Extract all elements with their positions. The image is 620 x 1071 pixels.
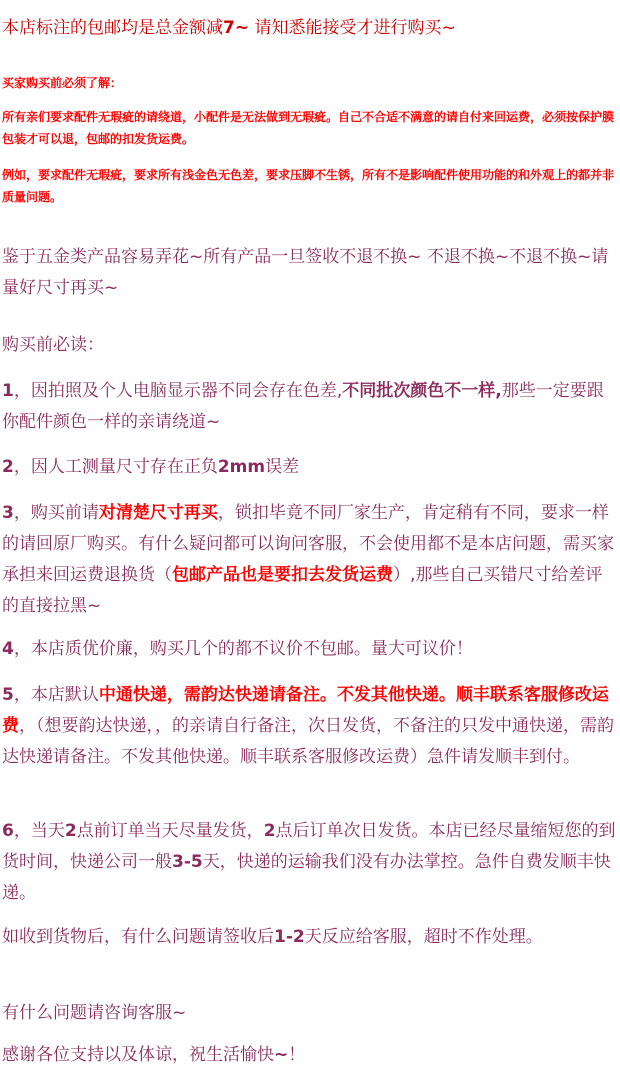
shipping-title (0, 14, 620, 42)
item-text: ，（想要韵达快递，，的亲请自行备注，次日发货，不备注的只发中通快递，需韵达快递请备注。不发其他快递。顺丰联系客服修改运费）急件请发顺丰到付。 (2, 716, 614, 767)
item-text: ，本店默认 (13, 685, 99, 705)
item-text: ，本店质优价廉，购买几个的都不议价不包邮。量大可议价！ (13, 639, 473, 659)
notice-requirements: 所有亲们要求配件无瑕疵的请绕道，小配件是无法做到无瑕疵。自己不合适不满意的请自付来回运费，必须按保护膜包装才可以退，包邮的扣发货运费。 (2, 110, 615, 146)
item-text: 天，快递的运输我们没有办法掌控。急件自费发顺丰快递。 (2, 852, 611, 903)
thanks-text: ！ (288, 1045, 306, 1065)
item-text-highlight: 包邮产品也是要扣去发货运费 (172, 565, 393, 585)
title-part-a: 本店标注的包邮均是总金额减 (2, 18, 223, 38)
non-return-policy (0, 242, 620, 304)
thanks-text: 感谢各位支持以及体谅，祝生活愉快 (2, 1045, 274, 1065)
item-text: 误差 (265, 457, 300, 477)
item-text: 点前订单当天尽量发货， (76, 821, 264, 841)
item-text: ，锁扣毕竟不同厂家生产，肯定稍有不同，要求一样的请回原厂购买。有什么疑问都可以询问客服，不会使用都不是本店问题，需买家承担来回运费退换货（ (2, 503, 614, 585)
item-text-emphasis: 2mm (217, 457, 266, 477)
item-number: 2 (2, 457, 14, 477)
feedback-policy (0, 922, 620, 953)
item-text-emphasis: 不同批次颜色不一样, (342, 381, 502, 401)
item-number: 1 (2, 381, 14, 401)
notice-heading: 买家购买前必须了解： (2, 76, 123, 90)
item-text-highlight: 对清楚尺寸再买 (98, 503, 218, 523)
item-text: 那些一定要跟你配件颜色一样的亲请绕道~ (2, 381, 604, 432)
item-text: 点后订单次日发货。本店已经尽量缩短您的到货时间，快递公司一般 (2, 821, 616, 872)
thanks-tilde: ~ (274, 1045, 289, 1065)
policy-item-1 (0, 376, 620, 438)
item-text-highlight: 中通快递，需韵达快递请备注。不发其他快递。顺丰联系客服修改运费 (2, 685, 609, 736)
item-text: ）,那些自己买错尺寸给差评的直接拉黑~ (2, 565, 603, 616)
item-number: 6 (2, 821, 14, 841)
contact-line: 有什么问题请咨询客服~ (2, 1003, 187, 1023)
thanks-line (0, 1040, 620, 1071)
item-text-emphasis: 3-5 (172, 852, 203, 872)
policy-item-5 (0, 680, 620, 773)
policy-item-3 (0, 498, 620, 622)
item-text: ，因拍照及个人电脑显示器不同会存在色差, (13, 381, 343, 401)
item-number: 3 (2, 503, 14, 523)
feedback-days: 1-2 (274, 927, 305, 947)
title-part-c: 请知悉能接受才进行购买~ (249, 18, 456, 38)
item-text-emphasis: 2 (64, 821, 77, 841)
policy-item-2 (0, 452, 620, 483)
feedback-text: 如收到货物后，有什么问题请签收后 (2, 927, 274, 947)
policy-item-4 (0, 634, 620, 665)
read-before-heading: 购买前必读： (2, 335, 104, 355)
policy-item-6 (0, 816, 620, 909)
non-return-text: 鉴于五金类产品容易弄花~所有产品一旦签收不退不换~ 不退不换~不退不换~请量好尺寸再买~ (2, 247, 609, 298)
item-text-emphasis: 2 (263, 821, 276, 841)
item-text: ，因人工测量尺寸存在正负 (13, 457, 218, 477)
item-text: ，购买前请 (13, 503, 99, 523)
notice-example: 例如，要求配件无瑕疵，要求所有浅金色无色差，要求压脚不生锈，所有不是影响配件使用功能的和外观上的都并非质量问题。 (2, 168, 615, 204)
feedback-text: 天反应给客服，超时不作处理。 (304, 927, 543, 947)
title-part-b: 7~ (223, 18, 250, 38)
item-number: 5 (2, 685, 14, 705)
item-text: ，当天 (13, 821, 65, 841)
item-number: 4 (2, 639, 14, 659)
